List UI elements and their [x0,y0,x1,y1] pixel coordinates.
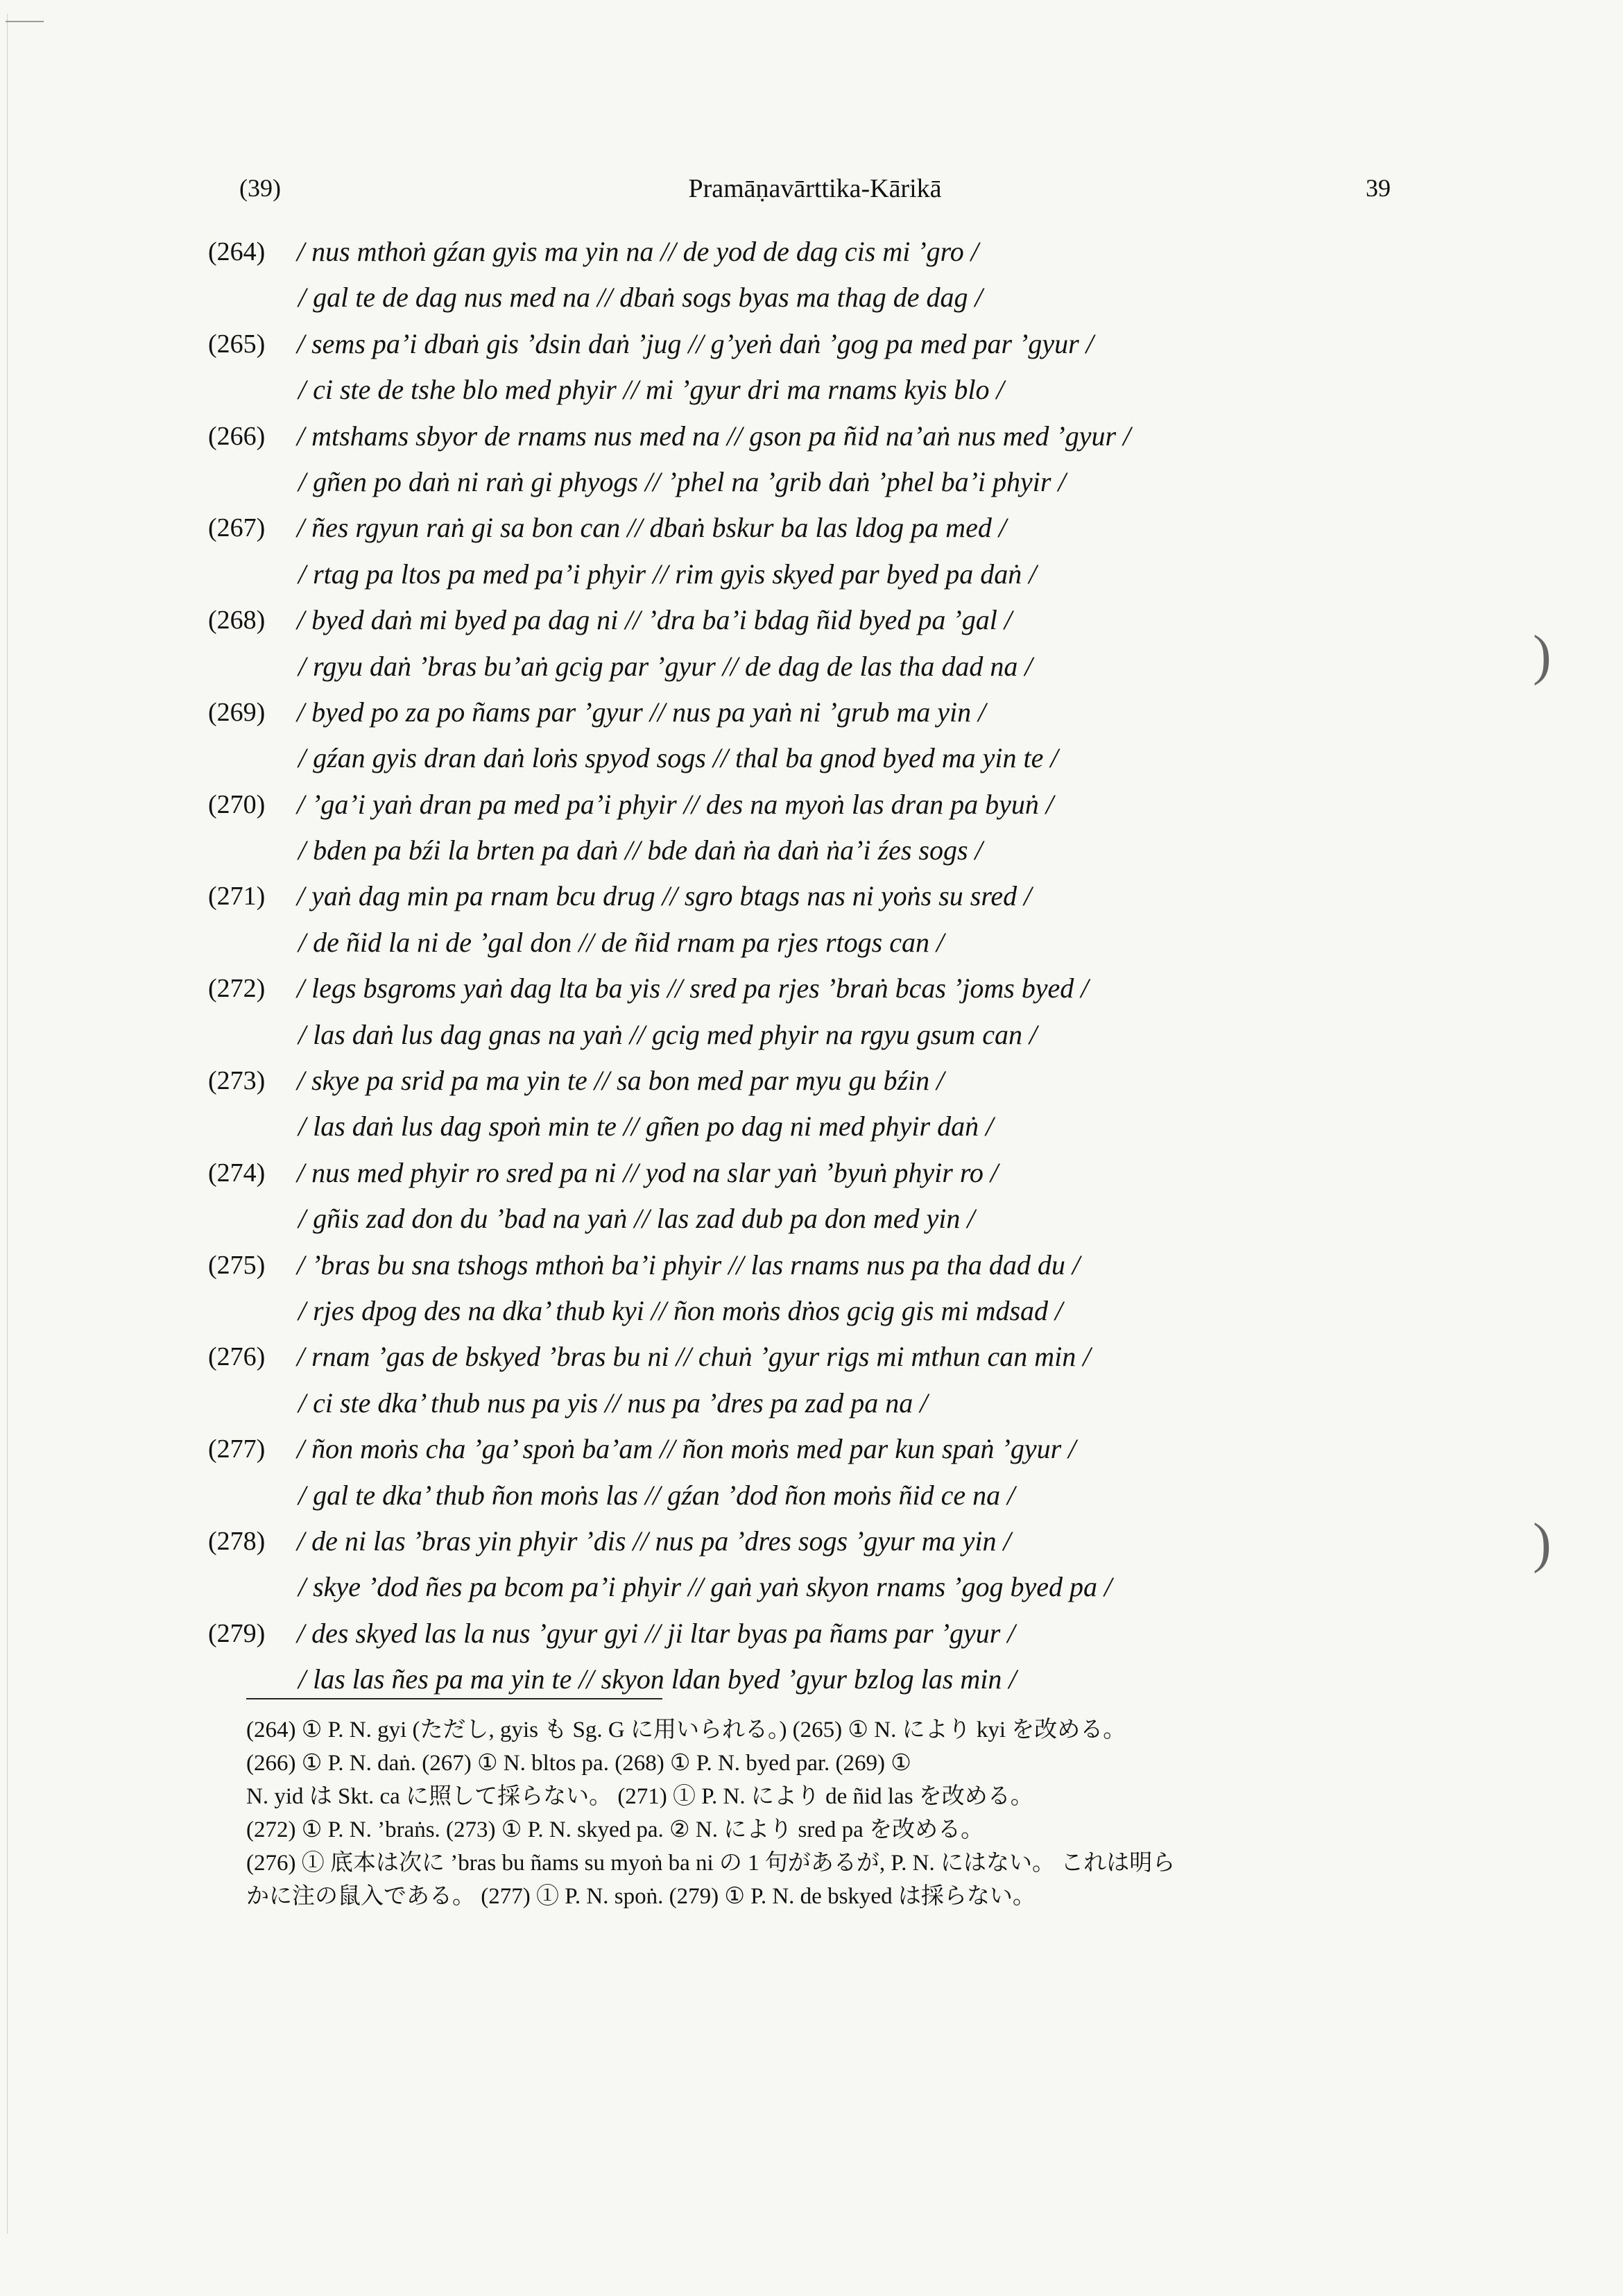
verse-line [208,1012,1443,1058]
verse-line [208,597,1443,643]
verse-text: / rtag pa ltos pa med pa’i phyir // rim gyis skyed par byed pa daṅ / [298,558,1037,590]
verse-line [208,1611,1443,1656]
verse-text: / sems pa’i dbaṅ gis ’dsin daṅ ’jug // g’yeṅ daṅ ’gog pa med par ’gyur / [297,327,1094,359]
verse-text: / de ni las ’bras yin phyir ’dis // nus pa ’dres sogs ’gyur ma yin / [297,1525,1011,1557]
verse-text: / des skyed las la nus ’gyur gyi // ji ltar byas pa ñams par ’gyur / [297,1617,1015,1649]
verse-line [208,1058,1443,1104]
verse-line [208,459,1443,505]
verse-number: (272) [208,974,266,1004]
verse-line [208,873,1443,919]
verse-line [208,1196,1443,1242]
verse-number: (275) [208,1250,266,1280]
verse-block [208,229,1443,1703]
verse-number: (279) [208,1618,266,1648]
verse-line [208,828,1443,873]
verse-text: / gñen po daṅ ni raṅ gi phyogs // ’phel na ’grib daṅ ’phel ba’i phyir / [298,465,1066,497]
verse-line [208,1242,1443,1288]
verse-number: (266) [208,421,266,451]
verse-text: / skye ’dod ñes pa bcom pa’i phyir // gaṅ yaṅ skyon rnams ’gog byed pa / [298,1571,1113,1603]
scan-margin-line [7,14,8,2234]
scan-bracket-mark: ) [1533,625,1552,686]
scan-bracket-mark: ) [1533,1513,1552,1574]
verse-text: / ñon moṅs cha ’ga’ spoṅ ba’am // ñon moṅs med par kun spaṅ ’gyur / [297,1433,1076,1465]
verse-text: / ’bras bu sna tshogs mthoṅ ba’i phyir // las rnams nus pa tha dad du / [297,1249,1080,1280]
verse-text: / byed daṅ mi byed pa dag ni // ’dra ba’i bdag ñid byed pa ’gal / [297,604,1012,636]
verse-number: (276) [208,1342,266,1372]
verse-text: / rnam ’gas de bskyed ’bras bu ni // chuṅ ’gyur rigs mi mthun can min / [297,1341,1091,1373]
verse-text: / mtshams sbyor de rnams nus med na // gson pa ñid na’aṅ nus med ’gyur / [297,420,1131,452]
footnote-line: (264) ① P. N. gyi (ただし, gyis も Sg. G に用いられる。) (265) ① N. により kyi を改める。 [246,1717,1126,1742]
running-title: Pramāṇavārttika-Kārikā [688,174,942,203]
verse-number: (278) [208,1526,266,1556]
verse-text: / gal te dka’ thub ñon moṅs las // gźan ’dod ñon moṅs ñid ce na / [298,1479,1015,1511]
verse-text: / gñis zad don du ’bad na yaṅ // las zad dub pa don med yin / [298,1203,975,1235]
verse-text: / gal te de dag nus med na // dbaṅ sogs byas ma thag de dag / [298,282,983,314]
verse-line [208,229,1443,275]
header-left-number: (39) [239,174,281,202]
verse-text: / ci ste de tshe blo med phyir // mi ’gyur dri ma rnams kyis blo / [298,374,1004,406]
verse-line [208,1150,1443,1196]
verse-line [208,1104,1443,1149]
verse-text: / las las ñes pa ma yin te // skyon ldan byed ’gyur bzlog las min / [298,1663,1017,1695]
verse-line [208,782,1443,828]
footnote-line: N. yid は Skt. ca に照して採らない。 (271) ① P. N. により de ñid las を改める。 [246,1784,1033,1809]
verse-text: / nus med phyir ro sred pa ni // yod na slar yaṅ ’byuṅ phyir ro / [297,1156,999,1188]
verse-text: / de ñid la ni de ’gal don // de ñid rnam pa rjes rtogs can / [298,926,945,958]
verse-line [208,321,1443,367]
verse-line [208,644,1443,689]
verse-line [208,1518,1443,1564]
verse-text: / nus mthoṅ gźan gyis ma yin na // de yod de dag cis mi ’gro / [297,236,979,267]
verse-line [208,1564,1443,1610]
verse-number: (268) [208,606,266,635]
verse-text: / ci ste dka’ thub nus pa yis // nus pa ’dres pa zad pa na / [298,1387,928,1419]
verse-number: (277) [208,1434,266,1464]
verse-number: (267) [208,513,266,543]
footnote-line: かに注の鼠入である。 (277) ① P. N. spoṅ. (279) ① P. N. de bskyed は採らない。 [246,1884,1036,1909]
verse-text: / legs bsgroms yaṅ dag lta ba yis // sred pa rjes ’braṅ bcas ’joms byed / [297,973,1089,1004]
verse-line [208,1334,1443,1380]
footnote-rule [246,1698,662,1699]
verse-number: (264) [208,237,266,266]
page-number: 39 [1366,174,1391,202]
verse-line [208,1656,1443,1702]
verse-line [208,275,1443,320]
verse-line [208,689,1443,735]
verse-number: (273) [208,1066,266,1096]
verse-line [208,367,1443,413]
footnotes [246,1713,1439,1913]
verse-text: / byed po za po ñams par ’gyur // nus pa yaṅ ni ’grub ma yin / [297,696,986,728]
verse-line [208,1426,1443,1472]
verse-text: / rjes dpog des na dka’ thub kyi // ñon moṅs dṅos gcig gis mi mdsad / [298,1294,1063,1326]
verse-line [208,1380,1443,1426]
verse-text: / rgyu daṅ ’bras bu’aṅ gcig par ’gyur // de dag de las tha dad na / [298,650,1033,682]
verse-text: / skye pa srid pa ma yin te // sa bon med par myu gu bźin / [297,1065,945,1097]
verse-text: / las daṅ lus dag gnas na yaṅ // gcig med phyir na rgyu gsum can / [298,1018,1038,1050]
scan-margin-mark [6,21,44,22]
verse-text: / ñes rgyun raṅ gi sa bon can // dbaṅ bskur ba las ldog pa med / [297,512,1006,544]
verse-number: (265) [208,329,266,359]
verse-number: (269) [208,697,266,727]
verse-number: (271) [208,882,266,911]
verse-line [208,735,1443,781]
verse-line [208,1473,1443,1518]
verse-line [208,505,1443,551]
verse-line [208,1288,1443,1334]
verse-number: (270) [208,789,266,819]
verse-line [208,920,1443,966]
verse-line [208,551,1443,597]
verse-text: / gźan gyis dran daṅ loṅs spyod sogs // thal ba gnod byed ma yin te / [298,742,1058,774]
verse-text: / ’ga’i yaṅ dran pa med pa’i phyir // des na myoṅ las dran pa byuṅ / [297,788,1054,820]
footnote-line: (272) ① P. N. ’braṅs. (273) ① P. N. skyed pa. ② N. により sred pa を改める。 [246,1817,984,1842]
verse-line [208,966,1443,1011]
footnote-line: (266) ① P. N. daṅ. (267) ① N. bltos pa. (268) ① P. N. byed par. (269) ① [246,1751,911,1776]
verse-text: / bden pa bźi la brten pa daṅ // bde daṅ ṅa daṅ ṅa’i źes sogs / [298,834,983,866]
page-header [239,173,1391,215]
verse-number: (274) [208,1158,266,1188]
verse-text: / yaṅ dag min pa rnam bcu drug // sgro btags nas ni yoṅs su sred / [297,880,1032,912]
verse-text: / las daṅ lus dag spoṅ min te // gñen po dag ni med phyir daṅ / [298,1111,994,1142]
footnote-line: (276) ① 底本は次に ’bras bu ñams su myoṅ ba ni の 1 句があるが, P. N. にはない。 これは明ら [246,1851,1176,1876]
verse-line [208,413,1443,459]
